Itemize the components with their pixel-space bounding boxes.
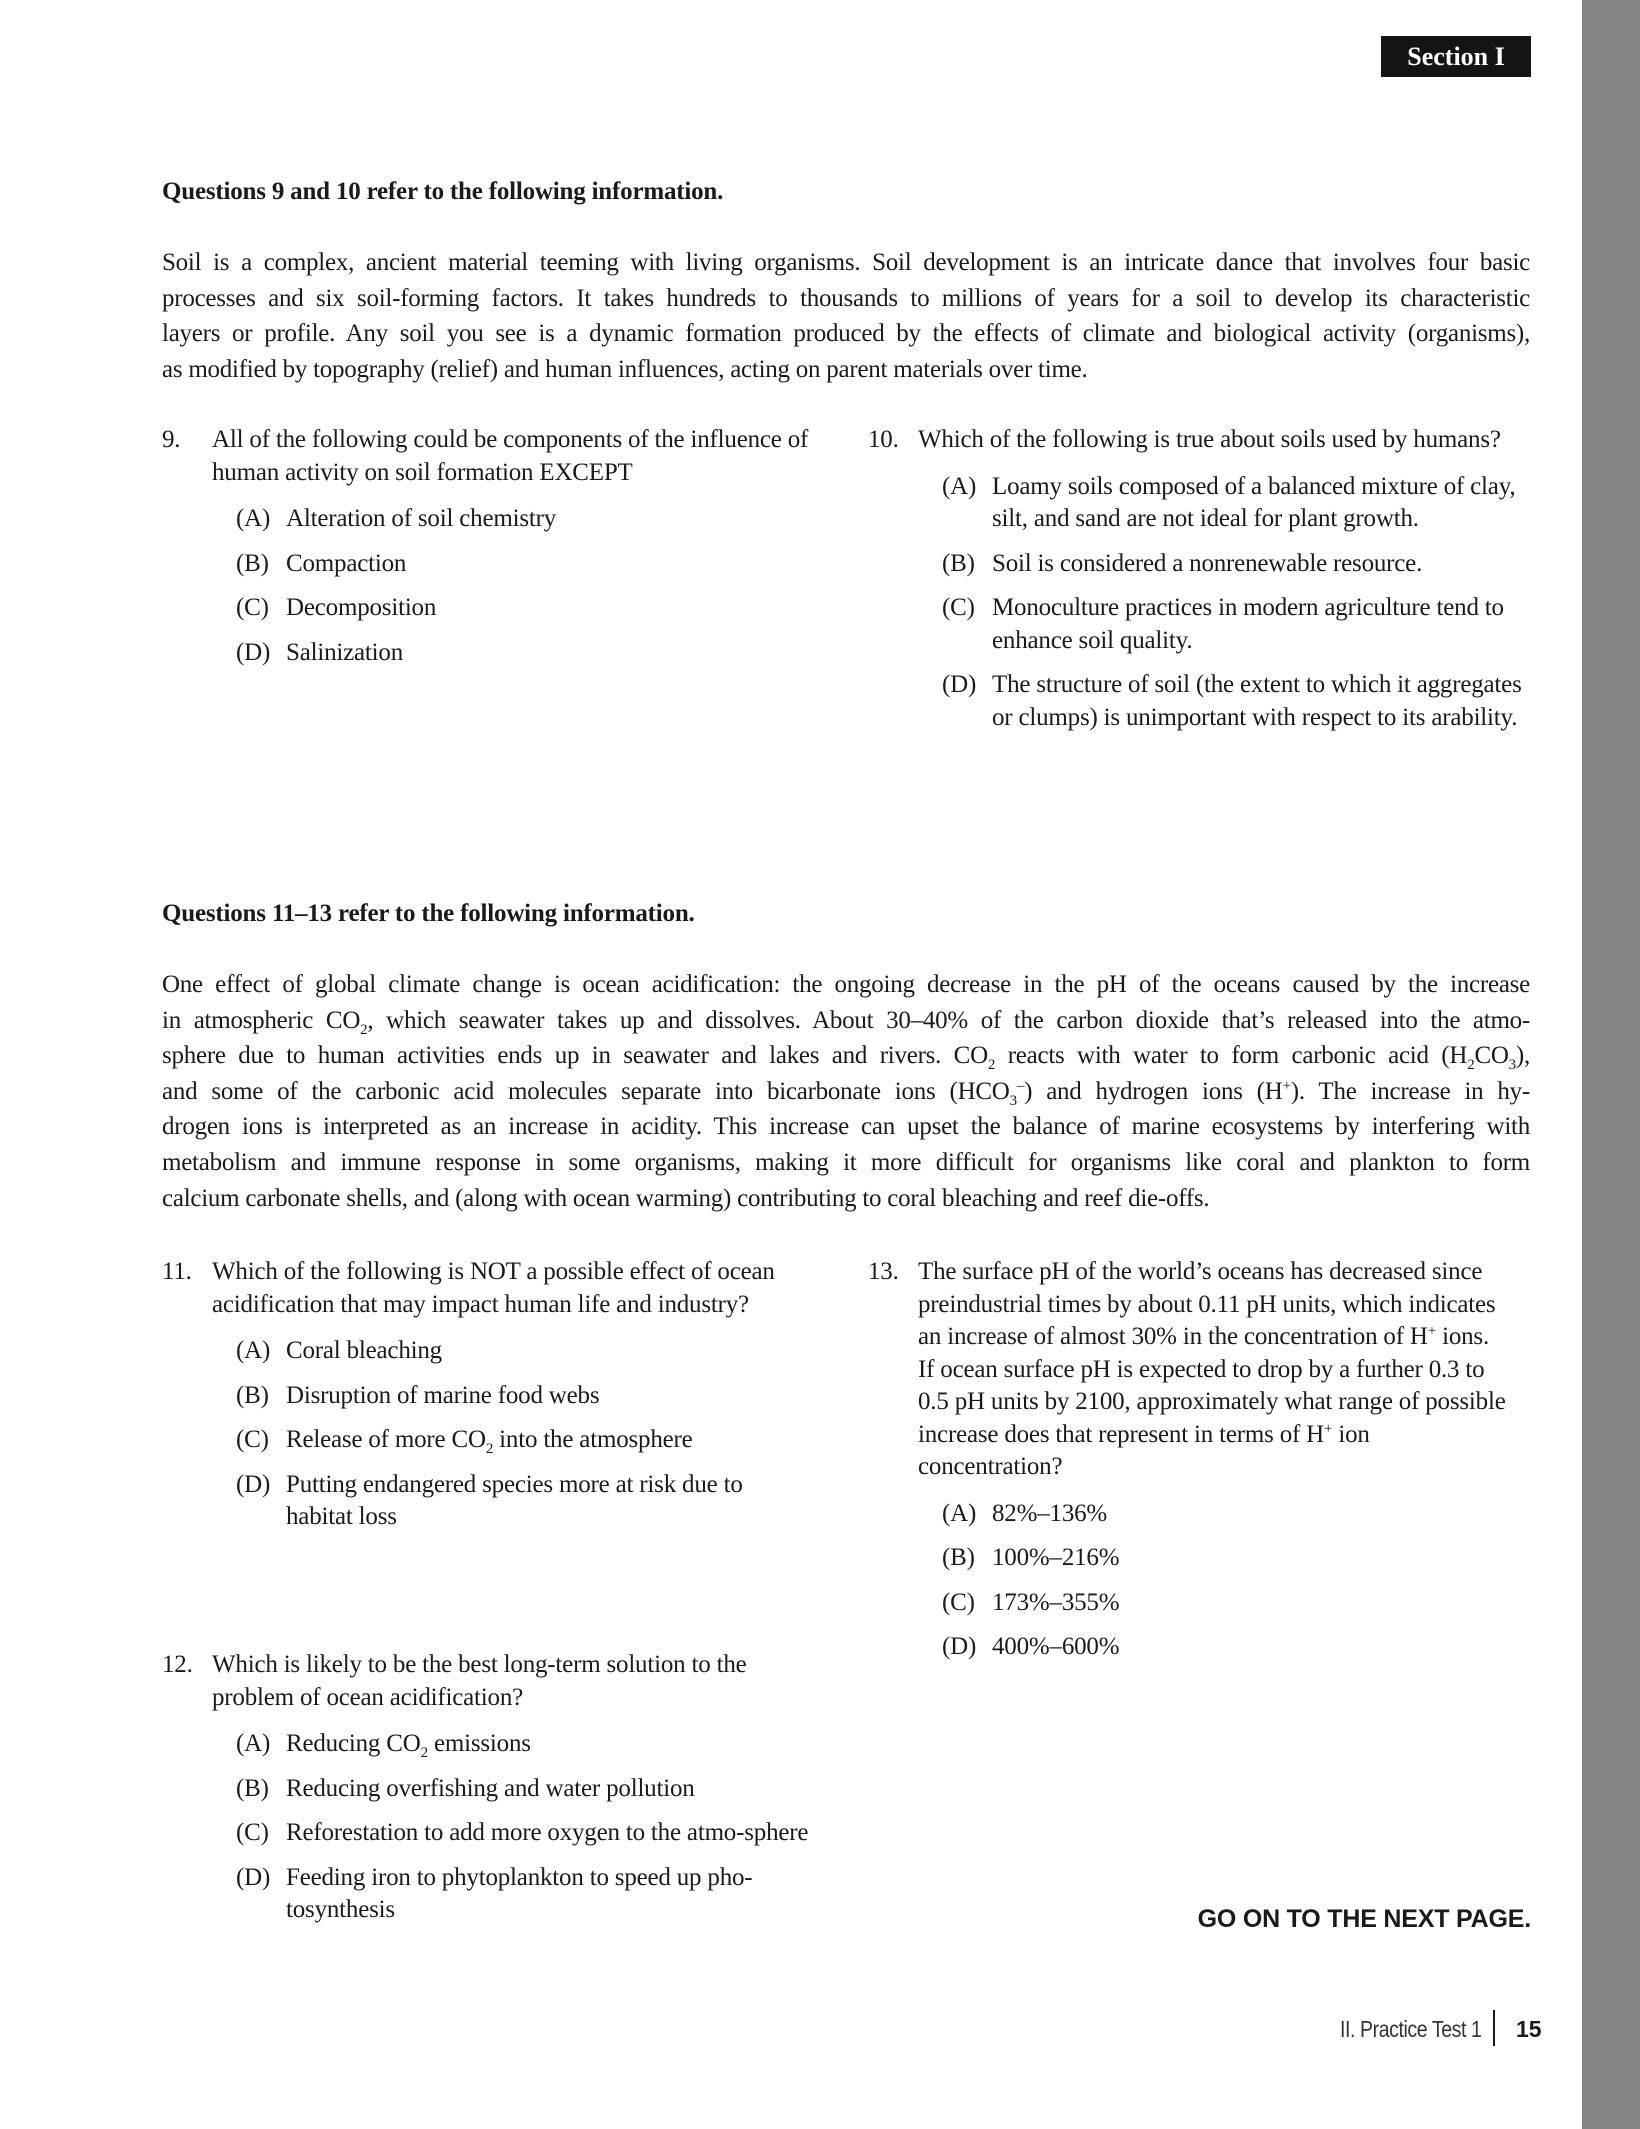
question-13 — [868, 1256, 1508, 1676]
answer-option — [236, 1469, 812, 1534]
answer-options — [868, 471, 1533, 735]
option-text: Alteration of soil chemistry — [286, 505, 557, 532]
option-letter: (D) — [236, 1470, 271, 1498]
answer-option — [236, 1817, 812, 1850]
passage-line: One effect of global climate change is ocean acidification: the ongoing decrease in the pH of the oceans caused by the increase — [162, 971, 1530, 998]
answer-options — [162, 503, 812, 669]
option-letter: (D) — [942, 671, 977, 698]
answer-option — [236, 1862, 812, 1927]
go-to-next-page-notice: GO ON TO THE NEXT PAGE. — [1197, 1905, 1531, 1933]
option-text: 400%–600% — [992, 1633, 1120, 1660]
option-text: Decomposition — [286, 594, 437, 621]
option-text: 100%–216% — [992, 1544, 1120, 1571]
answer-option — [236, 548, 812, 581]
answer-option — [236, 637, 812, 670]
answer-options — [162, 1335, 812, 1534]
passage-line: processes and six soil-forming factors. It takes hundreds to thousands to millions of years for a soil to develop its characteristic — [162, 284, 1530, 312]
option-letter: (B) — [236, 1774, 269, 1802]
option-letter: (B) — [236, 1381, 269, 1409]
answer-option — [942, 592, 1533, 657]
question-stem: Which of the following is true about soils used by humans? — [918, 426, 1501, 453]
option-letter: (A) — [236, 1337, 271, 1364]
answer-option — [236, 1380, 812, 1413]
section-badge: Section I — [1381, 36, 1531, 77]
option-letter: (B) — [236, 549, 269, 577]
question-number: 13. — [868, 1258, 899, 1285]
option-text: Monoculture practices in modern agriculture tend to enhance soil quality. — [992, 594, 1504, 654]
answer-option — [236, 1728, 812, 1761]
option-letter: (C) — [236, 1819, 269, 1846]
passage-line: calcium carbonate shells, and (along with ocean warming) contributing to coral bleaching and reef die-offs. — [162, 1184, 1210, 1212]
option-text: Reducing $CO_2$ emissions — [286, 1730, 531, 1761]
answer-options — [868, 1498, 1508, 1664]
option-letter: (D) — [236, 638, 271, 666]
footer-divider — [1493, 2010, 1495, 2046]
option-text: Reducing overfishing and water pollution — [286, 1774, 695, 1802]
passage-line: as modified by topography (relief) and human influences, acting on parent materials over time. — [162, 355, 1088, 383]
option-letter: (C) — [942, 1588, 975, 1616]
page-edge-bar — [1582, 0, 1640, 2129]
question-number: 9. — [162, 426, 181, 453]
answer-options — [162, 1728, 812, 1927]
question-number: 11. — [162, 1258, 192, 1285]
question-stem: The surface pH of the world’s oceans has decreased since preindustrial times by about 0.11 pH units, which indicates an increase of almost 30% in the concentration of H+ ions. If ocean surface pH is expected to drop by a further 0.3 to 0.5 pH units by 2100, approximately what range of possible increase does that represent in terms of H+ ion concentration? — [918, 1258, 1506, 1480]
option-text: 173%–355% — [992, 1588, 1120, 1616]
question-stem: All of the following could be components of the influence of human activity on soil formation EXCEPT — [212, 426, 809, 486]
answer-option — [236, 1424, 812, 1457]
group2-heading: Questions 11–13 refer to the following information. — [162, 900, 695, 927]
option-letter: (B) — [942, 1544, 975, 1571]
footer-part-label: II. Practice Test 1 — [1339, 2016, 1481, 2042]
option-text: Coral bleaching — [286, 1337, 442, 1364]
option-text: Putting endangered species more at risk due to habitat loss — [286, 1470, 743, 1530]
option-text: Reforestation to add more oxygen to the atmo-sphere — [286, 1819, 809, 1846]
answer-option — [942, 669, 1533, 734]
option-text: Salinization — [286, 638, 404, 666]
answer-option — [942, 471, 1533, 536]
passage-line: Soil is a complex, ancient material teeming with living organisms. Soil development is an intricate dance that involves four basic — [162, 249, 1530, 276]
option-letter: (A) — [236, 505, 271, 532]
answer-option — [942, 548, 1533, 581]
option-letter: (D) — [236, 1863, 271, 1891]
group1-passage — [162, 245, 1530, 387]
question-stem: Which is likely to be the best long-term solution to the problem of ocean acidification? — [212, 1651, 747, 1711]
answer-option — [942, 1542, 1508, 1575]
option-text: Release of more $CO_2$ into the atmosphere — [286, 1426, 693, 1457]
option-text: Compaction — [286, 549, 407, 577]
answer-option — [236, 592, 812, 625]
passage-line: and some of the carbonic acid molecules separate into bicarbonate ions $(HCO_3^-)$ and hydrogen ions (H+). The increase in hy- — [162, 1077, 1530, 1109]
question-number: 12. — [162, 1651, 193, 1678]
answer-option — [942, 1587, 1508, 1620]
option-letter: (B) — [942, 549, 975, 577]
question-stem: Which of the following is NOT a possible effect of ocean acidification that may impact human life and industry? — [212, 1258, 775, 1318]
option-letter: (A) — [942, 1499, 977, 1527]
option-text: Feeding iron to phytoplankton to speed up pho-tosynthesis — [286, 1863, 753, 1923]
option-text: Loamy soils composed of a balanced mixture of clay, silt, and sand are not ideal for plant growth. — [992, 472, 1516, 532]
option-letter: (C) — [942, 594, 975, 621]
question-11 — [162, 1256, 812, 1546]
option-text: Disruption of marine food webs — [286, 1381, 600, 1409]
option-letter: (A) — [236, 1730, 271, 1757]
option-letter: (C) — [236, 1426, 269, 1453]
answer-option — [236, 503, 812, 536]
option-letter: (C) — [236, 594, 269, 621]
option-letter: (D) — [942, 1633, 977, 1660]
passage-line: drogen ions is interpreted as an increase in acidity. This increase can upset the balance of marine ecosystems by interfering with — [162, 1113, 1530, 1141]
passage-line: sphere due to human activities ends up in seawater and lakes and rivers. $CO_2$ reacts with water to form carbonic acid $(H_2CO_3)$, — [162, 1042, 1530, 1074]
answer-option — [942, 1631, 1508, 1664]
passage-line: in atmospheric $CO_2$, which seawater takes up and dissolves. About 30–40% of the carbon dioxide that’s released into the atmo- — [162, 1006, 1530, 1038]
page-number: 15 — [1516, 2016, 1542, 2042]
answer-option — [236, 1773, 812, 1806]
option-letter: (A) — [942, 472, 977, 500]
question-9 — [162, 424, 812, 681]
question-number: 10. — [868, 426, 899, 453]
option-text: The structure of soil (the extent to which it aggregates or clumps) is unimportant with respect to its arability. — [992, 671, 1522, 731]
option-text: 82%–136% — [992, 1499, 1108, 1527]
group1-heading: Questions 9 and 10 refer to the following information. — [162, 178, 724, 205]
group2-passage — [162, 967, 1530, 1216]
passage-line: layers or profile. Any soil you see is a dynamic formation produced by the effects of climate and biological activity (organisms), — [162, 320, 1530, 348]
answer-option — [236, 1335, 812, 1368]
answer-option — [942, 1498, 1508, 1531]
option-text: Soil is considered a nonrenewable resource. — [992, 549, 1423, 577]
page-footer — [1200, 2008, 1543, 2048]
question-12 — [162, 1649, 812, 1939]
question-10 — [868, 424, 1533, 746]
passage-line: metabolism and immune response in some organisms, making it more difficult for organisms like coral and plankton to form — [162, 1148, 1530, 1176]
